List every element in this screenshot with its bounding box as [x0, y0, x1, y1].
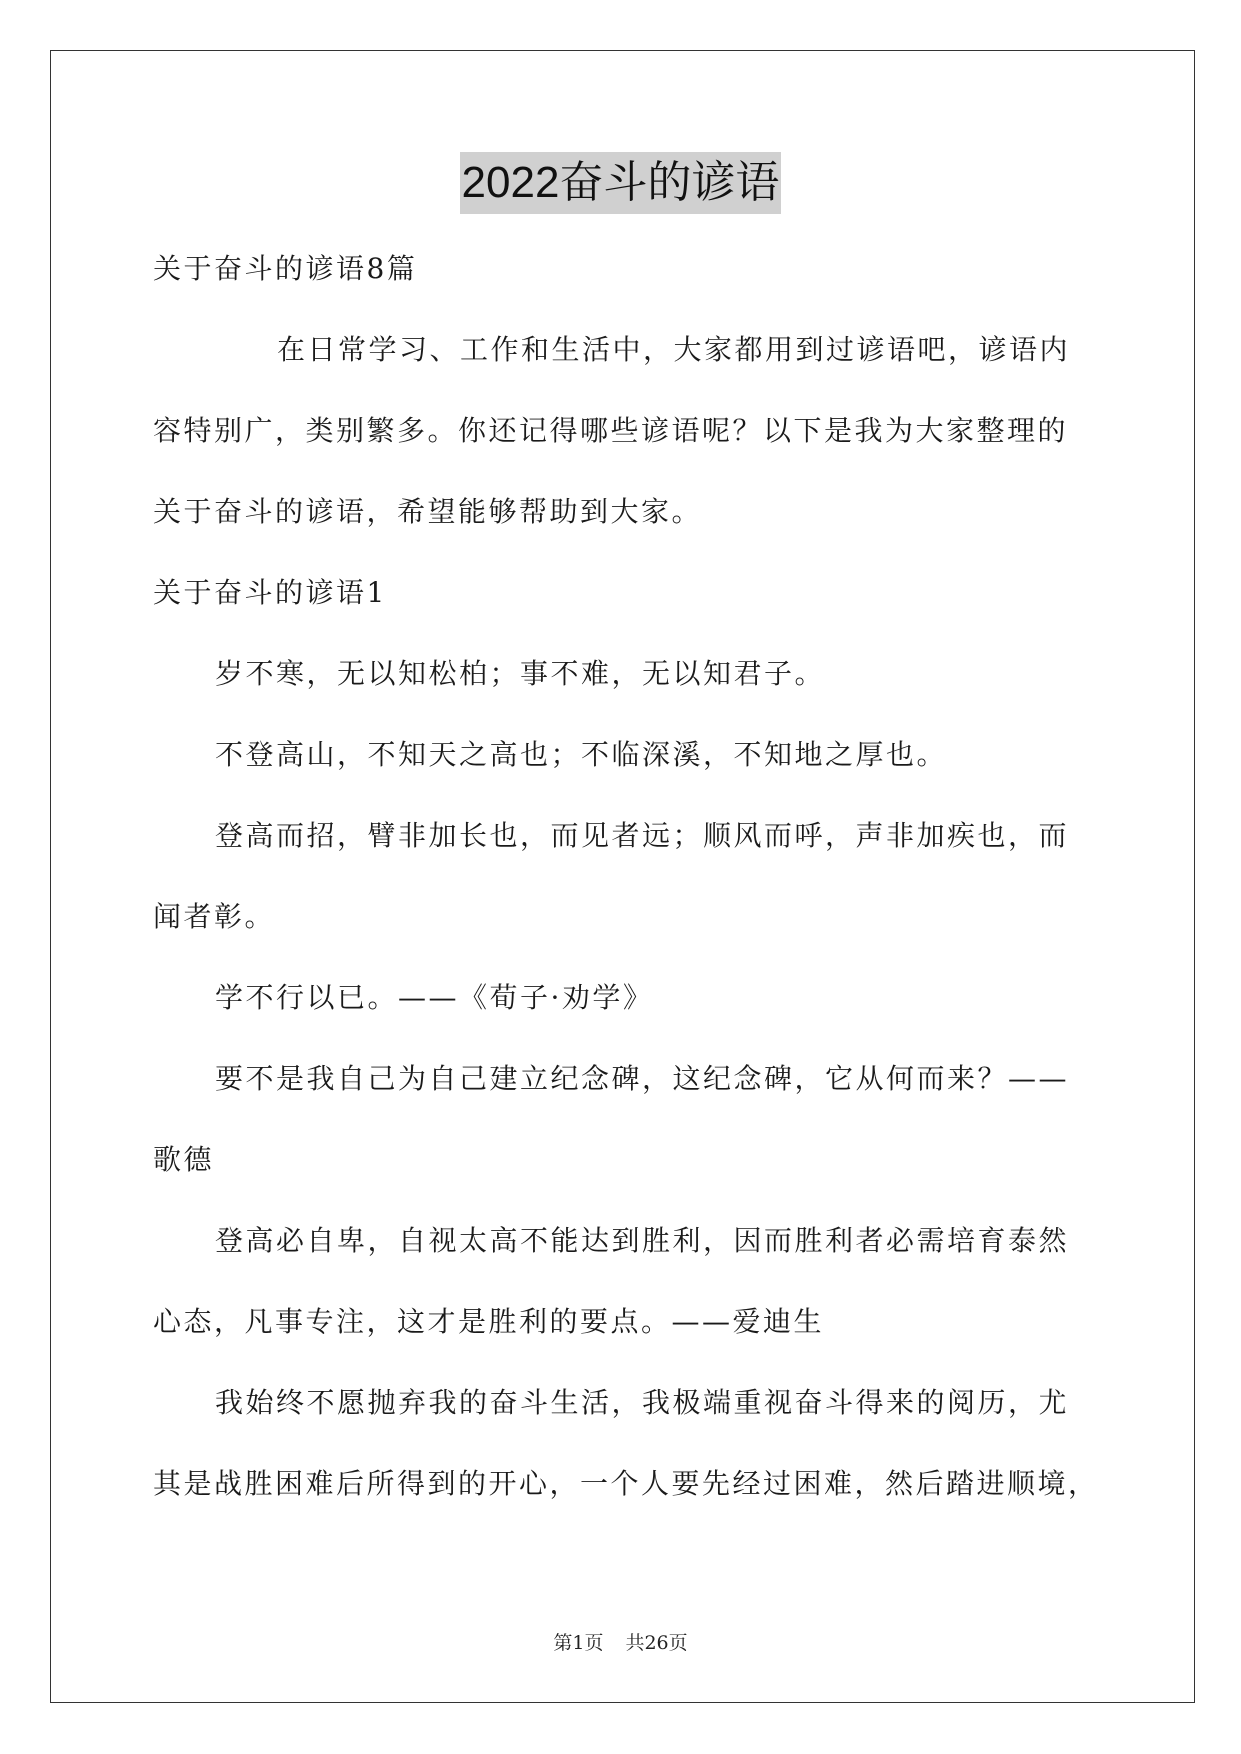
body-line: 心态，凡事专注，这才是胜利的要点。——爱迪生 — [153, 1305, 825, 1338]
body-line: 要不是我自己为自己建立纪念碑，这纪念碑，它从何而来？—— — [215, 1062, 1070, 1095]
body-line: 容特别广，类别繁多。你还记得哪些谚语呢？以下是我为大家整理的 — [153, 414, 1069, 447]
body-line: 在日常学习、工作和生活中，大家都用到过谚语吧，谚语内 — [277, 333, 1071, 366]
document-title: 2022奋斗的谚语 — [460, 152, 782, 214]
body-line: 歌德 — [153, 1143, 215, 1176]
page-total: 共26页 — [625, 1632, 688, 1654]
section-heading: 关于奋斗的谚语1 — [153, 576, 387, 609]
body-line: 岁不寒，无以知松柏；事不难，无以知君子。 — [215, 657, 826, 690]
title-container — [0, 152, 1241, 214]
body-line: 学不行以已。——《荀子·劝学》 — [215, 981, 654, 1014]
body-line: 关于奋斗的谚语8篇 — [153, 252, 418, 285]
body-line: 登高而招，臂非加长也，而见者远；顺风而呼，声非加疾也，而 — [215, 819, 1070, 852]
body-line: 我始终不愿抛弃我的奋斗生活，我极端重视奋斗得来的阅历，尤 — [215, 1386, 1070, 1419]
body-line: 登高必自卑，自视太高不能达到胜利，因而胜利者必需培育泰然 — [215, 1224, 1070, 1257]
body-line: 闻者彰。 — [153, 900, 276, 933]
body-line: 不登高山，不知天之高也；不临深溪，不知地之厚也。 — [215, 738, 948, 771]
body-line: 关于奋斗的谚语，希望能够帮助到大家。 — [153, 495, 703, 528]
body-line: 其是战胜困难后所得到的开心，一个人要先经过困难，然后踏进顺境， — [153, 1467, 1099, 1500]
page-footer — [0, 1628, 1241, 1655]
page-number: 第1页 — [553, 1632, 604, 1654]
document-body — [153, 228, 1099, 1524]
